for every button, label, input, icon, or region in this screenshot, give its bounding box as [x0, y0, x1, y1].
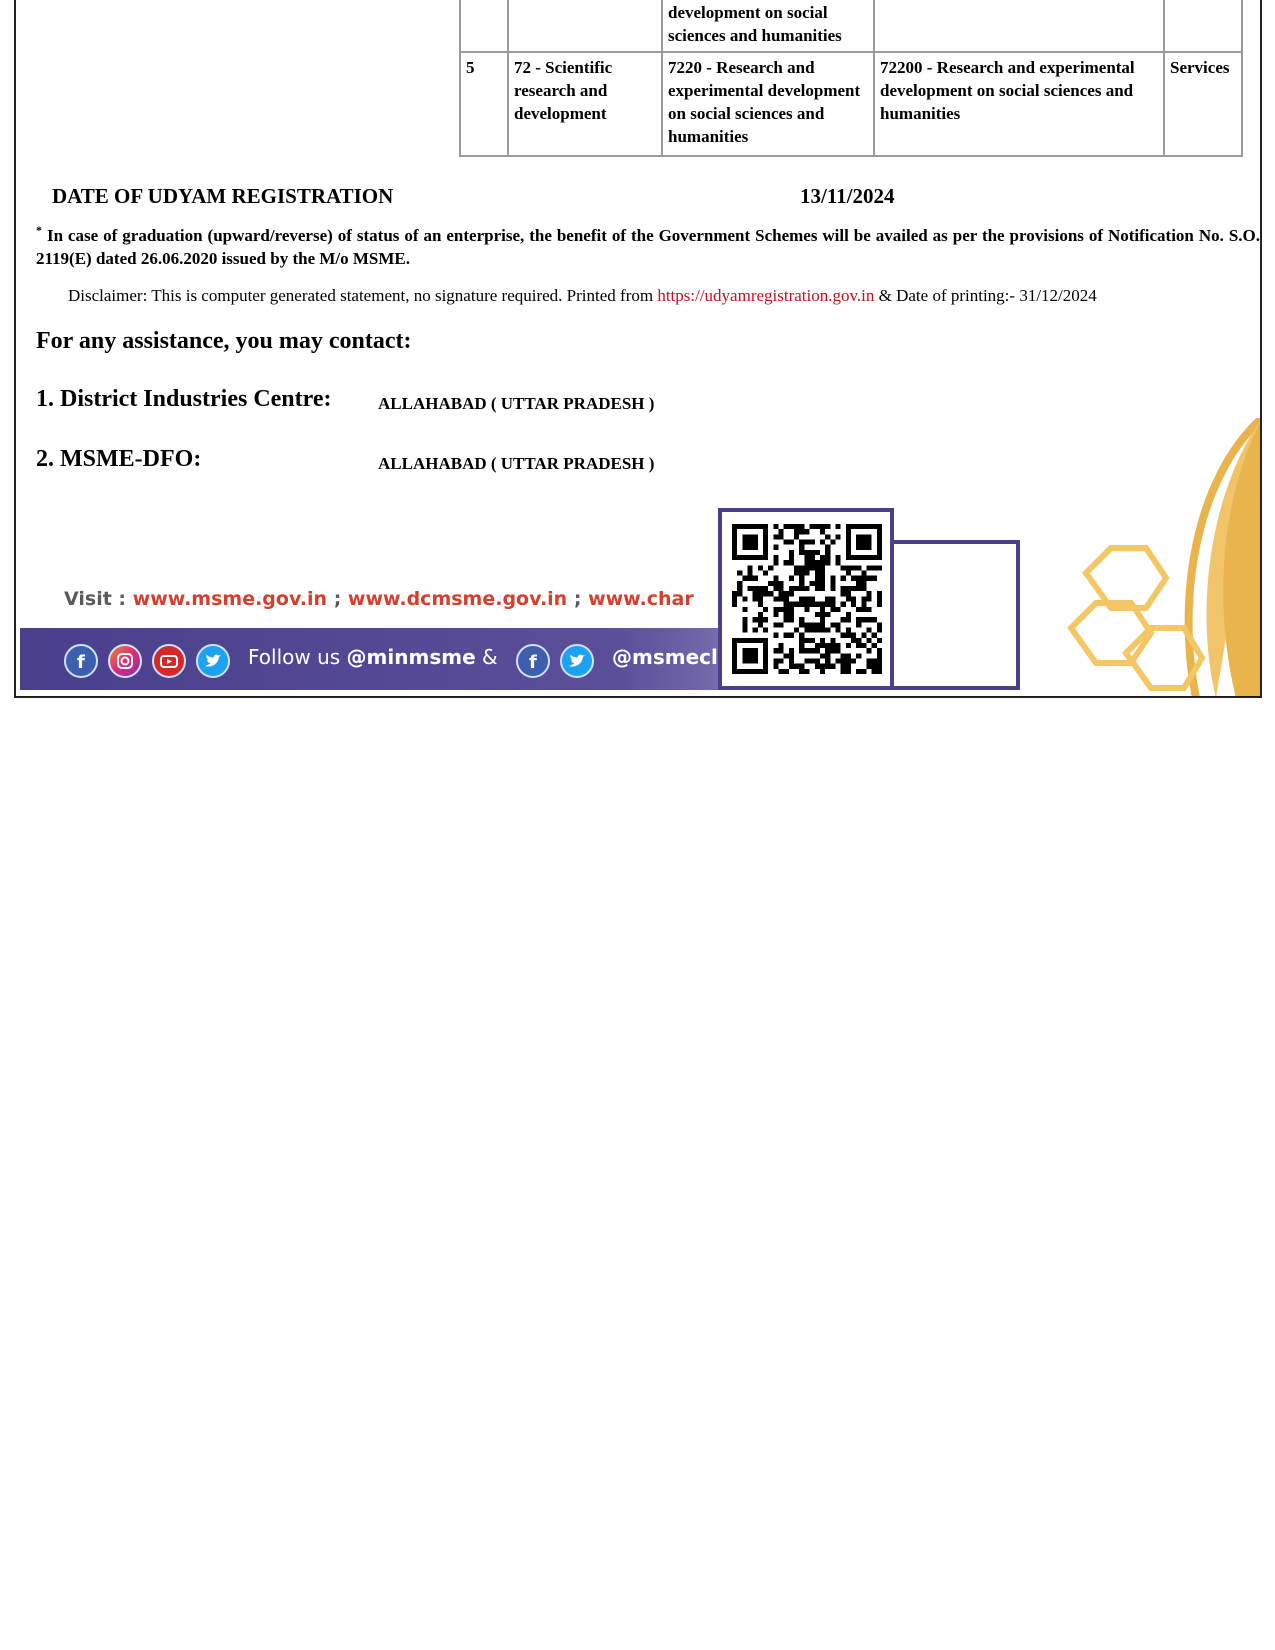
- sno-cell: [460, 0, 508, 52]
- disclaimer-prefix: Disclaimer: This is computer generated statement, no signature required. Printed from: [68, 286, 658, 305]
- champions-url[interactable]: www.char: [588, 588, 694, 610]
- dcmsme-url[interactable]: www.dcmsme.gov.in: [347, 588, 568, 610]
- msme-dfo-label: 2. MSME-DFO:: [36, 446, 202, 472]
- twitter-icon[interactable]: [560, 644, 594, 678]
- note-text: In case of graduation (upward/reverse) of status of an enterprise, the benefit of the Government Schemes will be availed as per the provisions of Notification No. S.O. 2119(E) dated 26.06.2020 issued by the M/o MSME.: [36, 226, 1261, 268]
- sno-cell: 5: [460, 52, 508, 156]
- certificate-page: [14, 0, 1262, 698]
- table-row: [460, 0, 1242, 52]
- dic-label: 1. District Industries Centre:: [36, 386, 332, 412]
- table-row: [460, 52, 1242, 156]
- division-cell: [508, 0, 662, 52]
- youtube-icon[interactable]: [152, 644, 186, 678]
- facebook-icon[interactable]: [64, 644, 98, 678]
- url-separator: ;: [573, 588, 582, 610]
- registration-date-value: 13/11/2024: [800, 184, 895, 208]
- url-separator: ;: [333, 588, 342, 610]
- follow-us-text: [248, 645, 498, 669]
- nic-activity-table: [459, 0, 1243, 157]
- instagram-icon[interactable]: [108, 644, 142, 678]
- registration-date-label: DATE OF UDYAM REGISTRATION: [52, 184, 394, 208]
- type-cell: Services: [1164, 52, 1242, 156]
- ampersand: &: [482, 645, 498, 669]
- msme-url[interactable]: www.msme.gov.in: [132, 588, 328, 610]
- graduation-note: [36, 224, 1260, 270]
- twitter-icon[interactable]: [196, 644, 230, 678]
- visit-label: Visit :: [64, 588, 127, 610]
- type-cell: [1164, 0, 1242, 52]
- assistance-heading: For any assistance, you may contact:: [36, 328, 412, 354]
- udyam-link[interactable]: https://udyamregistration.gov.in: [657, 286, 875, 305]
- follow-label: Follow us: [248, 645, 341, 669]
- group-cell: 7220 - Research and experimental development on social sciences and humanities: [662, 52, 874, 156]
- card-outline: [888, 540, 1020, 690]
- division-cell: 72 - Scientific research and development: [508, 52, 662, 156]
- class-cell: 72200 - Research and experimental development on social sciences and humanities: [874, 52, 1164, 156]
- msmechampions-handle[interactable]: @msmecl: [612, 645, 718, 669]
- class-cell: [874, 0, 1164, 52]
- facebook-icon[interactable]: [516, 644, 550, 678]
- disclaimer: [68, 286, 1097, 306]
- disclaimer-suffix: & Date of printing:- 31/12/2024: [874, 286, 1097, 305]
- msme-dfo-value: ALLAHABAD ( UTTAR PRADESH ): [378, 454, 655, 473]
- visit-line: [64, 588, 694, 610]
- hexagon-decoration: [1066, 418, 1262, 698]
- minmsme-handle[interactable]: @minmsme: [346, 645, 476, 669]
- group-text: development on social sciences and humanities: [668, 3, 842, 45]
- svg-text:f: f: [77, 652, 85, 673]
- note-marker: *: [36, 223, 42, 237]
- svg-text:f: f: [529, 652, 537, 673]
- qr-code-card: [718, 508, 894, 690]
- dic-value: ALLAHABAD ( UTTAR PRADESH ): [378, 394, 655, 413]
- group-cell: [662, 0, 874, 52]
- qr-code-icon: [732, 524, 882, 674]
